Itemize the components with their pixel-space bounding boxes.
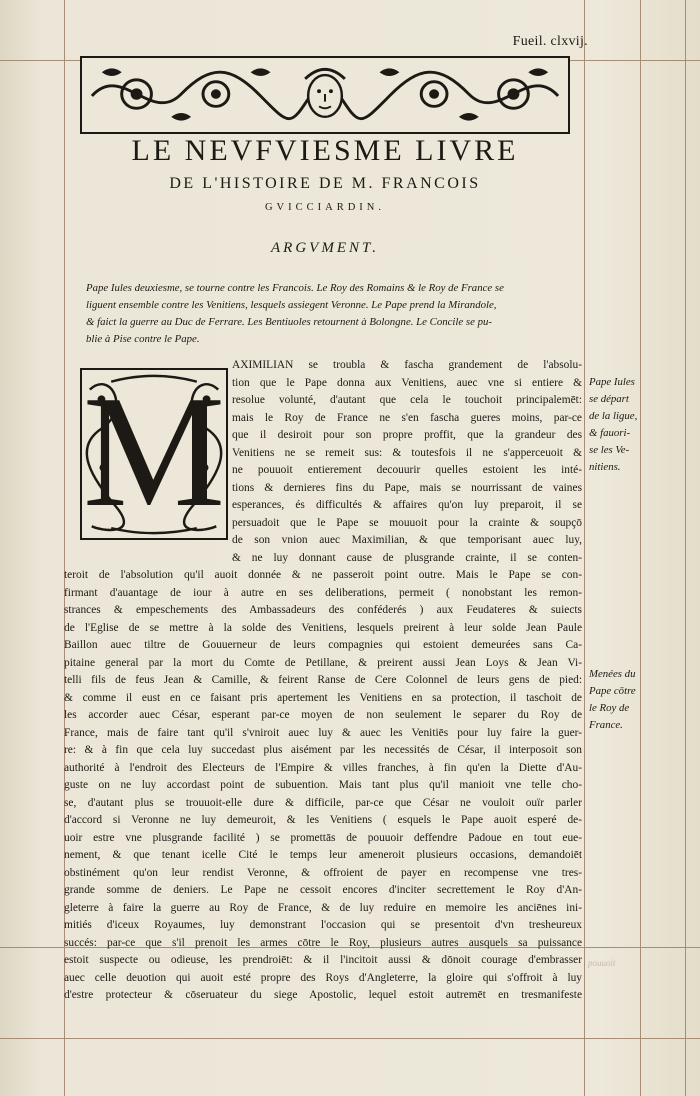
text-line: strances & empeschements des Ambassadeurs des conféderés ) aux Feudateres & suiects — [64, 604, 582, 616]
text-line: & comme il eust en ce faisant pris apertement les Venitiens en sa protection, il taschoit de — [64, 691, 582, 704]
margin-note-line: Menées du — [589, 668, 636, 680]
text-line: re: & à fin que cela luy succedast plus aisément par les necessités de César, il interposoit son — [64, 744, 582, 756]
margin-note-line: & fauori- — [589, 427, 631, 439]
text-line: resolue volunté, d'autant que cela le touchoit principalemēt: — [232, 394, 582, 406]
show-through-text: pouuoit — [588, 958, 616, 968]
text-line: firmant d'auantage de iour à autre en ses deliberations, permeit ( nonobstant les remon- — [64, 586, 582, 599]
margin-note-menees — [589, 666, 639, 734]
margin-note-line: Pape Iules — [589, 376, 635, 388]
argument-line: liguent ensemble contre les Venitiens, lesquels assiegent Veronne. Le Pape prend la Mirandole, — [86, 299, 497, 311]
text-line: Baillon auec tiltre de Gouuerneur de leurs compagnies qui estoient demeurées sans Ca- — [64, 639, 582, 651]
margin-note-line: Pape cōtre — [589, 685, 636, 697]
text-line: de l'Eglise de se mettre à la solde des Venitiens, lesquels preirent à leur solde Jean Paule — [64, 621, 582, 634]
argument-summary — [86, 280, 586, 348]
margin-note-line: le Roy de — [589, 702, 630, 714]
text-line: ne pouuoit entierement decouurir quelles estoient les inté- — [232, 464, 582, 476]
frame-rule-edge — [685, 0, 686, 1096]
text-line: & ne luy donnant cause de plusgrande crainte, il se conten- — [232, 551, 582, 564]
text-line: succés: par-ce que s'il prenoit les armes cōtre le Roy, plusieurs autres ausquels sa puissance — [64, 936, 582, 949]
mask-face-icon — [305, 69, 345, 116]
text-line: auec celle deuotion qui auoit esté propre des Roys d'Angleterre, la gloire qui s'offroit à luy — [64, 971, 582, 984]
text-line: esperances, és difficultés & affaires qu'on luy preparoit, il se — [232, 499, 582, 511]
book-title: LE NEVFVIESME LIVRE — [131, 134, 519, 167]
text-line: d'estre protecteur & cōseruateur du siege Apostolic, lequel estoit autremēt en tresmanifeste — [64, 989, 582, 1001]
text-line: d'accord si Veronne ne luy demeuroit, & les Venitiens ( esquels le Pape auoit esperé de- — [64, 814, 582, 826]
margin-note-line: de la ligue, — [589, 410, 638, 422]
text-line: nement, & que tenant icelle Cité le temps leur ameneroit plusieurs occasions, demandoiēt — [64, 849, 582, 861]
ornamental-headpiece — [80, 56, 570, 134]
main-text — [64, 357, 582, 1005]
argument-line: Pape Iules deuxiesme, se tourne contre les Francois. Le Roy des Romains & le Roy de France se — [86, 282, 504, 294]
text-line: de son vnion auec Maximilian, & que temporisant auec luy, — [232, 534, 582, 546]
margin-note-pape-iules — [589, 374, 639, 476]
initial-letter: M — [82, 362, 226, 540]
margin-note-line: nitiens. — [589, 461, 621, 473]
text-line: teroit de l'absolution qu'il auoit donnée & ne passeroit point outre. Mais le Pape se con- — [64, 569, 582, 581]
text-line: grande somme de deniers. Le Pape ne cessoit encores d'inciter secrettement le Roy d'An- — [64, 884, 582, 896]
argument-line: & faict la guerre au Duc de Ferrare. Les Bentiuoles retournent à Bolongne. Le Concile se pu- — [86, 316, 493, 328]
text-line: France, mais de faire tant qu'il s'vniroit auec luy & auec les Venitiēs pour luy faire la guer- — [64, 726, 582, 739]
text-line: Venitiens ne se remeit sus: & toutesfois il ne s'apperceuoit & — [232, 446, 582, 459]
margin-note-line: se départ — [589, 393, 629, 405]
folio-number: Fueil. clxvij. — [512, 34, 588, 49]
scrollwork-ornament-icon — [82, 58, 568, 132]
margin-note-line: se les Ve- — [589, 444, 630, 456]
text-line: mitiés d'iceux Royaumes, luy demonstrant l'occasion qui se presentoit d'vn tresheureux — [64, 919, 582, 931]
text-line: tion que le Pape donna aux Venitiens, auec vne si entiere & — [232, 376, 582, 389]
text-line: uoir estre vne plusgrande facilité ) se promettās de pouuoir deffendre Padoue en tout eue- — [64, 831, 582, 844]
text-line: guste on ne luy accordast point de subuention. Mais tant plus qu'il manioit vne telle cho- — [64, 779, 582, 791]
text-line: tions & dernieres fins du Pape, mais se nourrissant de vaines — [232, 481, 582, 494]
author-name: GVICCIARDIN. — [264, 202, 386, 213]
text-line: estoit suspecte ou odieuse, les prendroiēt: & il l'incitoit aussi & dōnoit courage d'embrasser — [64, 954, 582, 966]
argument-line: blie à Pise contre le Pape. — [86, 333, 200, 345]
text-line: mais le Roy de France ne s'en fascha gueres moins, par-ce — [232, 411, 582, 424]
text-line: telli fils de feus Jean & Camille, & feirent Ranse de Cere Colonnel de leurs gens de pied: — [64, 674, 582, 686]
frame-rule-footer — [0, 1038, 700, 1039]
text-line: persuadoit que le Pape se mouuoit pour la crainte & soupçō — [232, 516, 582, 529]
book-subtitle: DE L'HISTOIRE DE M. FRANCOIS — [169, 175, 481, 192]
text-line: gleterre à faire la guerre au Roy de France, & de luy reduire en memoire les anciēnes ini- — [64, 901, 582, 914]
text-line: obstinément qu'on leur rendist Veronne, & offroient de payer en recompense vne tres- — [64, 866, 582, 879]
argument-heading: ARGVMENT. — [271, 240, 379, 256]
text-line: se, d'autant plus se trouuoit-elle dure & difficile, par-ce que César ne vouloit ouïr parler — [64, 796, 582, 809]
text-line: pitaine general par la mort du Comte de Petillane, & preirent aussi Jean Loys & Jean Vi- — [64, 656, 582, 669]
margin-note-line: France. — [589, 719, 623, 731]
text-line: AXIMILIAN se troubla & fascha grandement de l'absolu- — [232, 359, 582, 371]
text-line: authorité à l'endroit des Electeurs de l'Empire & villes franches, à fin qu'en la Diette d'Au- — [64, 761, 582, 774]
frame-rule-outer — [640, 0, 641, 1096]
text-line: les accorder auec César, esperant par-ce moyen de non seulement le separer du Roy de — [64, 709, 582, 721]
text-line: que il desiroit pour son propre proffit, que la grandeur des — [232, 429, 582, 441]
